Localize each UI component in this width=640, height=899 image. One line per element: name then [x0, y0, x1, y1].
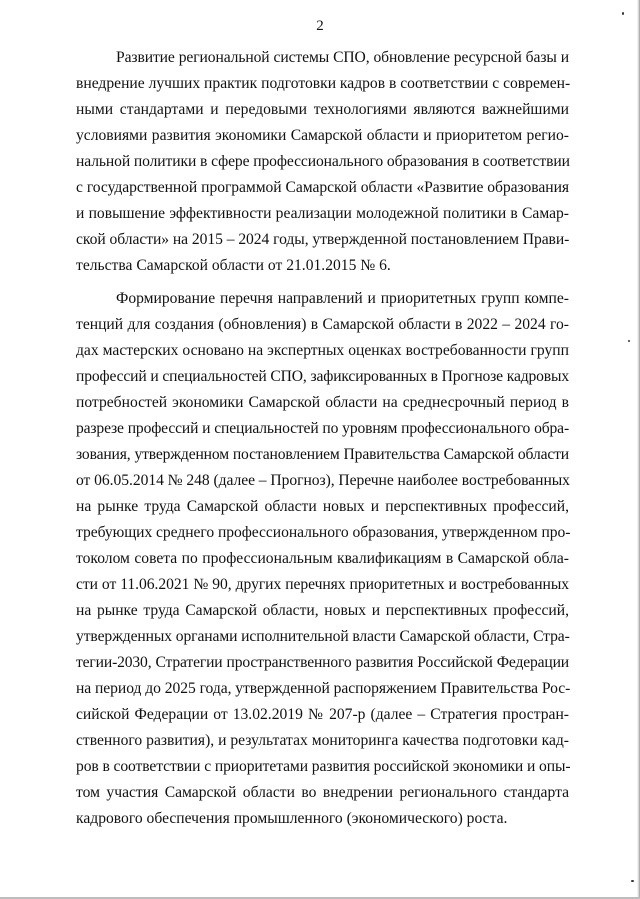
text-line: зования, утвержденном постановлением Правительства Самарской области [76, 446, 569, 463]
text-line: ской области» на 2015 – 2024 годы, утвержденной постановлением Прави- [76, 231, 570, 248]
scan-speck [622, 12, 624, 15]
text-line: дах мастерских основано на экспертных оценках востребованности групп [76, 342, 569, 359]
text-line: сийской Федерации от 13.02.2019 № 207-р (далее – Стратегия простран- [76, 706, 569, 723]
text-line: ственного развития), и результатах мониторинга качества подготовки кад- [76, 732, 569, 749]
text-line: профессий и специальностей СПО, зафиксированных в Прогнозе кадровых [76, 368, 569, 385]
text-line: тельства Самарской области от 21.01.2015 № 6. [76, 257, 391, 274]
text-line: разрезе профессий и специальностей по уровням профессионального обра- [76, 420, 569, 437]
text-line: требующих среднего профессионального образования, утвержденном про- [76, 524, 571, 541]
text-line: и повышение эффективности реализации молодежной политики в Самар- [76, 205, 569, 222]
text-line: токолом совета по профессиональным квалификациям в Самарской обла- [76, 550, 569, 567]
scan-speck [631, 880, 634, 882]
text-line: утвержденных органами исполнительной власти Самарской области, Стра- [76, 628, 570, 645]
text-line: на рынке труда Самарской области новых и перспективных профессий, [76, 498, 569, 515]
text-line: сти от 11.06.2021 № 90, других перечнях приоритетных и востребованных [76, 576, 569, 593]
text-line: на период до 2025 года, утвержденной распоряжением Правительства Рос- [76, 680, 571, 697]
text-line: ров в соответствии с приоритетами развития российской экономики и опы- [76, 758, 571, 775]
page-number: 2 [316, 18, 324, 34]
text-line: внедрение лучших практик подготовки кадров в соответствии с современ- [76, 75, 571, 92]
text-line: Формирование перечня направлений и приоритетных групп компе- [116, 290, 569, 307]
scan-speck [628, 340, 630, 342]
text-line: с государственной программой Самарской области «Развитие образования [76, 179, 569, 196]
text-line: от 06.05.2014 № 248 (далее – Прогноз), Перечне наиболее востребованных [76, 472, 570, 489]
text-line: тенций для создания (обновления) в Самарской области в 2022 – 2024 го- [76, 316, 569, 333]
text-line: Развитие региональной системы СПО, обновление ресурсной базы и [116, 49, 569, 66]
text-line: тегии-2030, Стратегии пространственного развития Российской Федерации [76, 654, 569, 671]
text-line: на рынке труда Самарской области, новых и перспективных профессий, [76, 602, 569, 619]
text-line: том участия Самарской области во внедрении регионального стандарта [76, 784, 569, 801]
text-line: ными стандартами и передовыми технологиями являются важнейшими [76, 101, 569, 118]
text-line: кадрового обеспечения промышленного (экономического) роста. [76, 810, 508, 827]
text-line: условиями развития экономики Самарской области и приоритетом регио- [76, 127, 569, 144]
text-line: нальной политики в сфере профессионального образования в соответствии [76, 153, 570, 170]
text-line: потребностей экономики Самарской области на среднесрочный период в [76, 394, 569, 411]
